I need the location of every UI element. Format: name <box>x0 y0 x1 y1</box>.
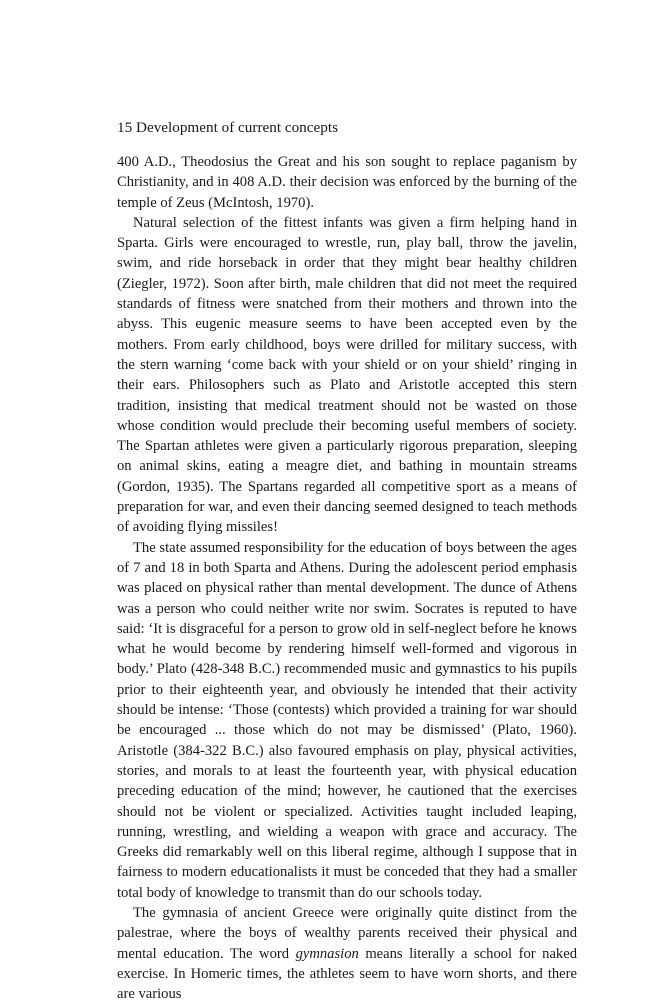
paragraph-4-text-before: The gymnasia of ancient Greece were originally quite distinct from the palestrae, where the boys of wealthy parents received their physical and mental education. The word <box>117 904 577 962</box>
paragraph-3: The state assumed responsibility for the education of boys between the ages of 7 and 18 in both Sparta and Athens. During the adolescent period emphasis was placed on physical rather than mental development. The dunce of Athens was a person who could neither write nor swim. Socrates is reputed to have said: ‘It is disgraceful for a person to grow old in self-neglect before he knows what he would become by rendering himself well-formed and vigorous in body.’ Plato (428-348 B.C.) recommended music and gymnastics to his pupils prior to their eighteenth year, and obviously he intended that their activity should be intense: ‘Those (contests) which provided a training for war should be encouraged ... those which do not may be dismissed’ (Plato, 1960). Aristotle (384-322 B.C.) also favoured emphasis on play, physical activities, stories, and morals to at least the fourteenth year, with physical education preceding education of the mind; however, he cautioned that the exercises should not be violent or specialized. Activities taught included leaping, running, wrestling, and wielding a weapon with grace and accuracy. The Greeks did remarkably well on this liberal regime, although I suppose that in fairness to modern educationalists it must be conceded that they had a smaller total body of knowledge to transmit than do our schools today. <box>117 539 577 901</box>
paragraph-2: Natural selection of the fittest infants was given a firm helping hand in Sparta. Girls were encouraged to wrestle, run, play ball, throw the javelin, swim, and ride horseback in order that they might bear healthy children (Ziegler, 1972). Soon after birth, male children that did not meet the required standards of fitness were snatched from their mothers and thrown into the abyss. This eugenic measure seems to have been accepted even by the mothers. From early childhood, boys were drilled for military success, with the stern warning ‘come back with your shield or on your shield’ ringing in their ears. Philosophers such as Plato and Aristotle accepted this stern tradition, insisting that medical treatment should not be wasted on those whose condition would preclude their becoming useful members of society. The Spartan athletes were given a particularly rigorous preparation, sleeping on animal skins, eating a meagre diet, and bathing in mountain streams (Gordon, 1935). The Spartans regarded all competitive sport as a means of preparation for war, and even their dancing seemed designed to teach methods of avoiding flying missiles! <box>117 214 577 536</box>
chapter-title: Development of current concepts <box>135 119 338 136</box>
body-text <box>117 152 577 1004</box>
paragraph-4 <box>117 903 577 1004</box>
paragraph-4-text-after: means literally a school for naked exercise. In Homeric times, the athletes seem to have worn shorts, and there are various <box>117 945 577 1003</box>
running-head <box>117 118 338 138</box>
paragraph-4-emphasis: gymnasion <box>295 945 359 962</box>
page-number: 15 <box>117 119 133 136</box>
paragraph-1: 400 A.D., Theodosius the Great and his son sought to replace paganism by Christianity, and in 408 A.D. their decision was enforced by the burning of the temple of Zeus (McIntosh, 1970). <box>117 154 577 211</box>
